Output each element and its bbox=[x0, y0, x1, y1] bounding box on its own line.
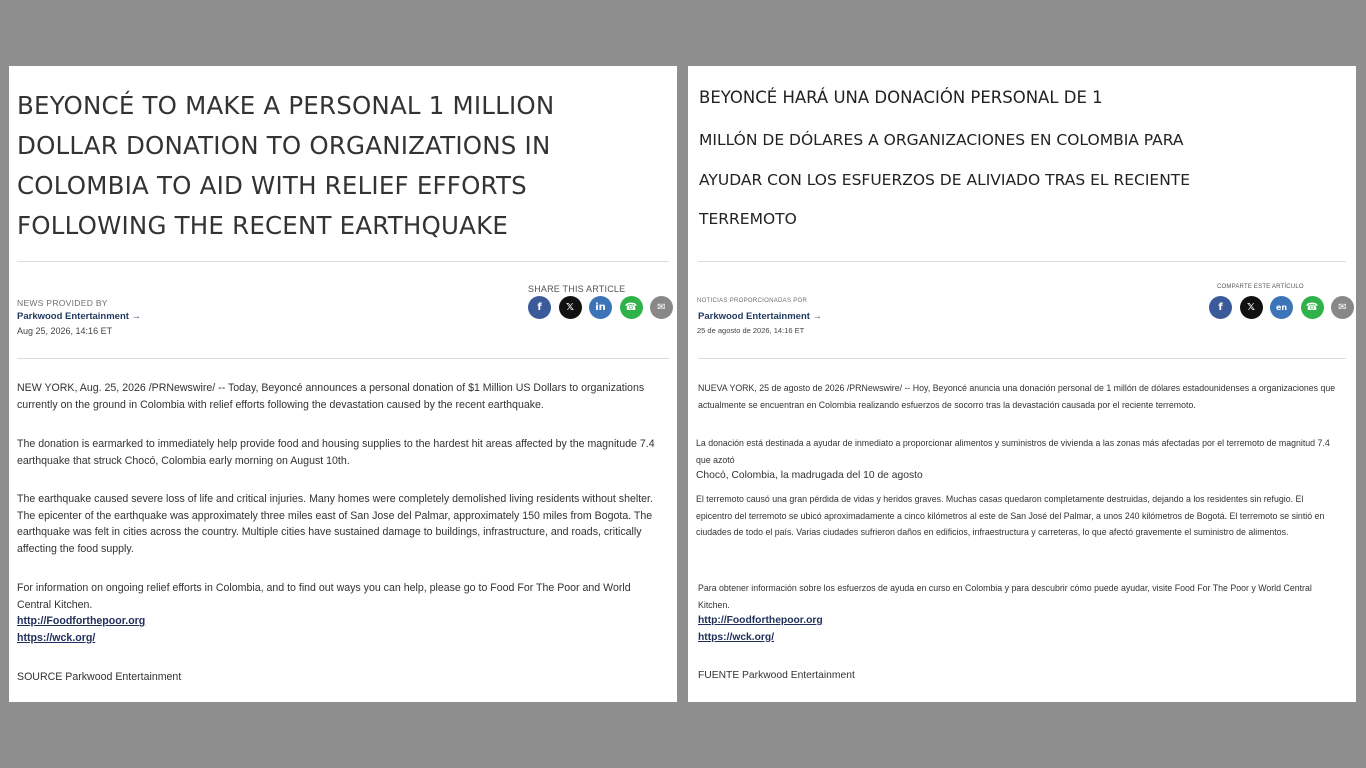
divider bbox=[698, 261, 1346, 262]
source-line bbox=[698, 668, 1343, 685]
publish-date: 25 de agosto de 2026, 14:16 ET bbox=[697, 326, 805, 335]
paragraph-text: Chocó, Colombia, la madrugada del 10 de agosto bbox=[696, 470, 923, 481]
facebook-share-icon[interactable]: f bbox=[528, 296, 551, 319]
share-label: SHARE THIS ARTICLE bbox=[528, 284, 626, 294]
paragraph-text: The donation is earmarked to immediately help provide food and housing supplies to the hardest hit areas affected by the magnitude 7.4 earthquake that struck Chocó, Colombia early morning on August 10th. bbox=[17, 438, 655, 467]
share-buttons bbox=[528, 296, 673, 319]
share-buttons bbox=[1209, 296, 1354, 319]
whatsapp-share-icon[interactable]: ☎ bbox=[620, 296, 643, 319]
food-for-the-poor-link[interactable]: http://Foodforthepoor.org bbox=[17, 615, 146, 627]
linkedin-share-icon[interactable]: en bbox=[1270, 296, 1293, 319]
paragraph-text: The earthquake caused severe loss of life and critical injuries. Many homes were completely demolished living residents without shelter. The epicenter of the earthquake was approximately three miles east of San Jose del Palmar, approximately 150 miles from Bogota. The earthquake was felt in cities across the country. Multiple cities have sustained damage to buildings, infrastructure, and roads, critically affecting the food supply. bbox=[17, 493, 653, 555]
divider bbox=[698, 358, 1346, 359]
spanish-article-panel bbox=[688, 66, 1356, 702]
source-text: SOURCE Parkwood Entertainment bbox=[17, 671, 182, 683]
source-line bbox=[17, 669, 667, 686]
title-line-1: BEYONCÉ HARÁ UNA DONACIÓN PERSONAL DE 1 bbox=[699, 88, 1103, 107]
publish-date: Aug 25, 2026, 14:16 ET bbox=[17, 326, 113, 336]
paragraph-text: NEW YORK, Aug. 25, 2026 /PRNewswire/ -- Today, Beyoncé announces a personal donation of $1 Million US Dollars to organizations currently on the ground in Colombia with relief efforts following the devastation caused by the recent earthquake. bbox=[17, 382, 645, 411]
paragraph-2 bbox=[17, 436, 667, 469]
wck-link[interactable]: https://wck.org/ bbox=[17, 631, 96, 644]
facebook-share-icon[interactable]: f bbox=[1209, 296, 1232, 319]
paragraph-4 bbox=[17, 580, 667, 646]
article-title: BEYONCÉ TO MAKE A PERSONAL 1 MILLION DOLLAR DONATION TO ORGANIZATIONS IN COLOMBIA TO AID WITH RELIEF EFFORTS FOLLOWING THE RECENT EARTHQUAKE bbox=[17, 91, 555, 240]
email-share-icon[interactable]: ✉ bbox=[650, 296, 673, 319]
paragraph-text: El terremoto causó una gran pérdida de vidas y heridos graves. Muchas casas quedaron completamente destruidas, dejando a los residentes sin refugio. El epicentro del terremoto se ubicó aproximadamente a cinco kilómetros al este de San José del Palmar, a unos 240 kilómetros de Bogotá. El terremoto se sintió en ciudades de todo el país. Varias ciudades sufrieron daños en edificios, infraestructura y carreteras, lo que afectó gravemente el suministro de alimentos. bbox=[696, 494, 1325, 537]
paragraph-2 bbox=[696, 435, 1341, 485]
wck-link[interactable]: https://wck.org/ bbox=[698, 631, 775, 643]
paragraph-text: For information on ongoing relief efforts in Colombia, and to find out ways you can help, please go to Food For The Poor and World Central Kitchen. bbox=[17, 582, 631, 611]
paragraph-text: NUEVA YORK, 25 de agosto de 2026 /PRNewswire/ -- Hoy, Beyoncé anuncia una donación personal de 1 millón de dólares estadounidenses a organizaciones que actualmente se encuentran en Colombia realizando esfuerzos de socorro tras la devastación causada por el reciente terremoto. bbox=[698, 383, 1336, 410]
english-article-panel bbox=[9, 66, 677, 702]
whatsapp-share-icon[interactable]: ☎ bbox=[1301, 296, 1324, 319]
news-provided-by-label: NEWS PROVIDED BY bbox=[17, 298, 108, 308]
paragraph-text: Para obtener información sobre los esfuerzos de ayuda en curso en Colombia y para descubrir cómo puede ayudar, visite Food For The Poor y World Central Kitchen. bbox=[698, 583, 1312, 610]
title-line-3: AYUDAR CON LOS ESFUERZOS DE ALIVIADO TRAS EL RECIENTE bbox=[699, 171, 1191, 189]
paragraph-text: La donación está destinada a ayudar de inmediato a proporcionar alimentos y suministros de vivienda a las zonas más afectadas por el terremoto de magnitud 7.4 que azotó bbox=[696, 438, 1330, 465]
title-line-2: MILLÓN DE DÓLARES A ORGANIZACIONES EN COLOMBIA PARA bbox=[699, 131, 1184, 149]
paragraph-3 bbox=[17, 491, 667, 557]
divider bbox=[17, 358, 669, 359]
provider-link[interactable]: Parkwood Entertainment → bbox=[17, 311, 142, 322]
title-line-4: TERREMOTO bbox=[699, 210, 797, 228]
divider bbox=[17, 261, 669, 262]
x-share-icon[interactable]: 𝕏 bbox=[559, 296, 582, 319]
paragraph-3 bbox=[696, 491, 1341, 541]
provider-link[interactable]: Parkwood Entertainment → bbox=[698, 311, 823, 322]
paragraph-1 bbox=[17, 380, 667, 413]
linkedin-share-icon[interactable]: in bbox=[589, 296, 612, 319]
paragraph-4 bbox=[698, 580, 1343, 646]
share-label: COMPARTE ESTE ARTÍCULO bbox=[1217, 284, 1304, 290]
x-share-icon[interactable]: 𝕏 bbox=[1240, 296, 1263, 319]
source-text: FUENTE Parkwood Entertainment bbox=[698, 670, 855, 681]
paragraph-1 bbox=[698, 380, 1343, 413]
news-provided-by-label: NOTICIAS PROPORCIONADAS POR bbox=[697, 298, 808, 304]
email-share-icon[interactable]: ✉ bbox=[1331, 296, 1354, 319]
food-for-the-poor-link[interactable]: http://Foodforthepoor.org bbox=[698, 615, 823, 626]
